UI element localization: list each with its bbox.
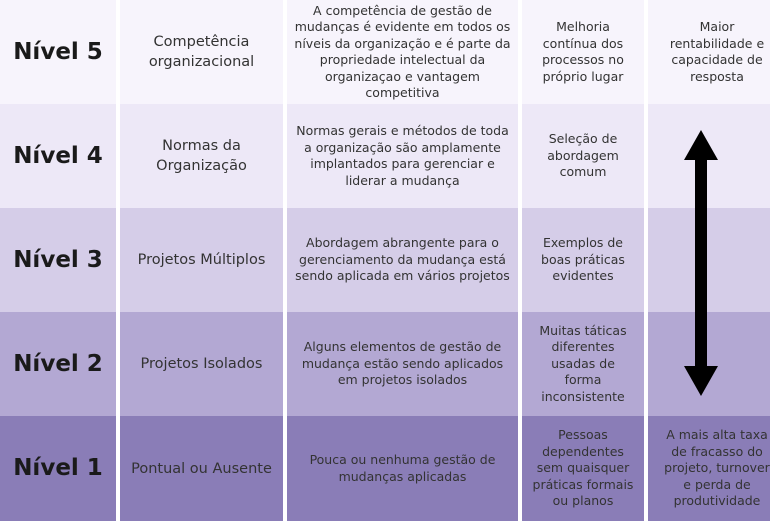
level-outcome: Maior rentabilidade e capacidade de resposta [648,0,770,104]
level-label: Nível 2 [0,312,116,416]
level-name: Competência organizacional [120,0,283,104]
level-outcome: A mais alta taxa de fracasso do projeto, turnover e perda de produtividade [648,416,770,521]
level-name: Projetos Múltiplos [120,208,283,312]
level-name: Projetos Isolados [120,312,283,416]
level-practice: Exemplos de boas práticas evidentes [522,208,644,312]
level-practice: Seleção de abordagem comum [522,104,644,208]
double-arrow-icon [684,130,718,396]
level-label: Nível 4 [0,104,116,208]
level-name: Pontual ou Ausente [120,416,283,521]
level-label: Nível 5 [0,0,116,104]
level-name: Normas da Organização [120,104,283,208]
level-description: Normas gerais e métodos de toda a organização são amplamente implantados para gerenciar e liderar a mudança [287,104,518,208]
level-description: Pouca ou nenhuma gestão de mudanças aplicadas [287,416,518,521]
level-description: Abordagem abrangente para o gerenciamento da mudança está sendo aplicada em vários projetos [287,208,518,312]
level-label: Nível 1 [0,416,116,521]
level-description: Alguns elementos de gestão de mudança estão sendo aplicados em projetos isolados [287,312,518,416]
level-practice: Pessoas dependentes sem quaisquer práticas formais ou planos [522,416,644,521]
level-description: A competência de gestão de mudanças é evidente em todos os níveis da organização e é parte da propriedade intelectual da organizaçao e vantagem competitiva [287,0,518,104]
level-practice: Melhoria contínua dos processos no próprio lugar [522,0,644,104]
level-practice: Muitas táticas diferentes usadas de forma inconsistente [522,312,644,416]
level-label: Nível 3 [0,208,116,312]
